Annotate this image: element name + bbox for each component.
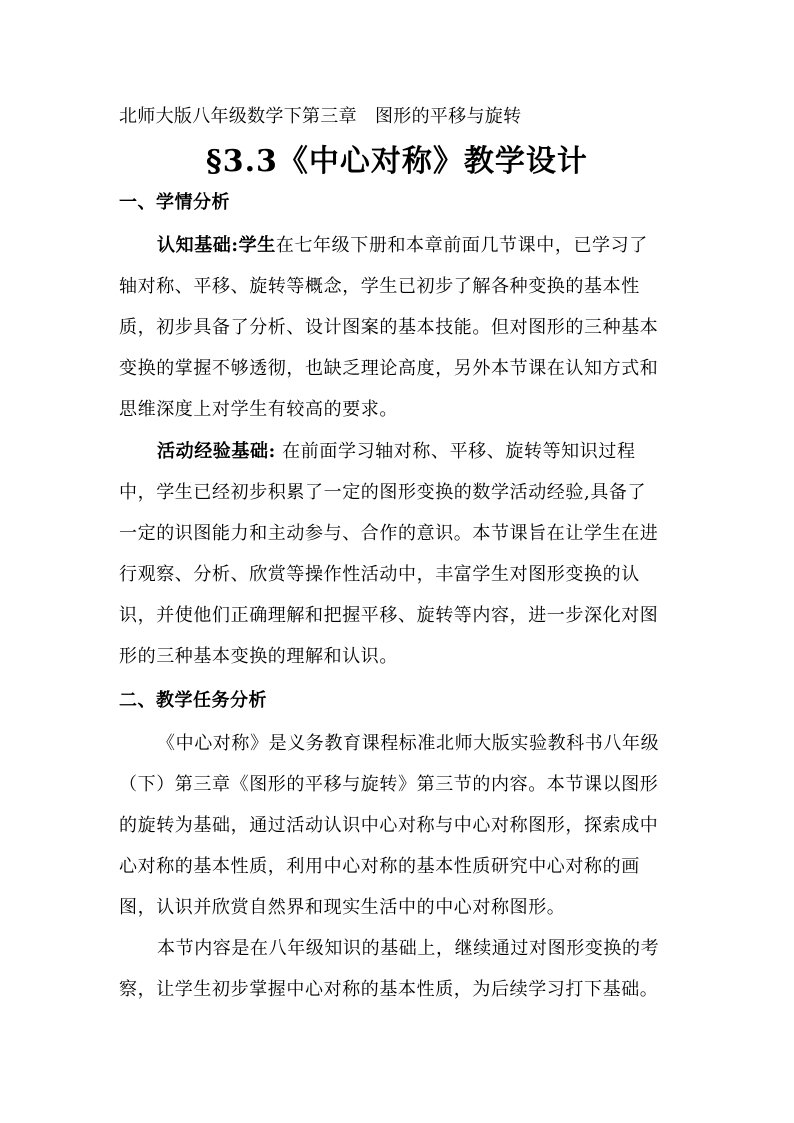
section-heading-learning-analysis: 一、学情分析 — [119, 192, 230, 213]
paragraph-line: 轴对称、平移、旋转等概念，学生已初步了解各种变换的基本性 — [119, 276, 640, 297]
paragraph-line: 形的三种基本变换的理解和认识。 — [119, 646, 398, 667]
paragraph-activity-experience — [119, 431, 679, 677]
paragraph-line: 思维深度上对学生有较高的要求。 — [119, 399, 398, 420]
paragraph-line: 心对称的基本性质，利用中心对称的基本性质研究中心对称的画 — [119, 856, 640, 877]
paragraph-line: 识，并使他们正确理解和把握平移、旋转等内容，进一步深化对图 — [119, 605, 659, 626]
paragraph-line: 一定的识图能力和主动参与、合作的意识。本节课旨在让学生在进 — [119, 523, 659, 544]
document-title: §3.3《中心对称》教学设计 — [206, 144, 588, 179]
paragraph-line — [119, 431, 679, 472]
paragraph-lead: 认知基础: — [157, 235, 239, 256]
paragraph-text: 在七年级下册和本章前面几节课中，已学习了 — [275, 235, 648, 256]
paragraph-line: 《中心对称》是义务教育课程标准北师大版实验教科书八年级 — [157, 733, 660, 754]
paragraph-lesson-overview — [119, 723, 679, 928]
section-heading-task-analysis: 二、教学任务分析 — [119, 690, 267, 711]
paragraph-text: 在前面学习轴对称、平移、旋转等知识过程 — [275, 441, 636, 462]
paragraph-lead-tail: 学生 — [238, 235, 276, 256]
course-header: 北师大版八年级数学下第三章 图形的平移与旋转 — [119, 106, 522, 127]
paragraph-line — [119, 225, 679, 266]
paragraph-cognitive-basis — [119, 225, 679, 430]
paragraph-line: 行观察、分析、欣赏等操作性活动中，丰富学生对图形变换的认 — [119, 564, 640, 585]
paragraph-line: 本节内容是在八年级知识的基础上，继续通过对图形变换的考 — [157, 938, 660, 959]
paragraph-line: 察，让学生初步掌握中心对称的基本性质，为后续学习打下基础。 — [119, 979, 659, 1000]
paragraph-line: （下）第三章《图形的平移与旋转》第三节的内容。本节课以图形 — [119, 774, 659, 795]
paragraph-content-basis — [119, 928, 679, 1010]
paragraph-line: 质，初步具备了分析、设计图案的基本技能。但对图形的三种基本 — [119, 317, 659, 338]
paragraph-line: 变换的掌握不够透彻，也缺乏理论高度，另外本节课在认知方式和 — [119, 358, 659, 379]
paragraph-line: 图，认识并欣赏自然界和现实生活中的中心对称图形。 — [119, 897, 566, 918]
paragraph-lead: 活动经验基础: — [157, 441, 276, 462]
paragraph-line: 中，学生已经初步积累了一定的图形变换的数学活动经验,具备了 — [119, 482, 647, 503]
paragraph-line: 的旋转为基础，通过活动认识中心对称与中心对称图形，探索成中 — [119, 815, 659, 836]
